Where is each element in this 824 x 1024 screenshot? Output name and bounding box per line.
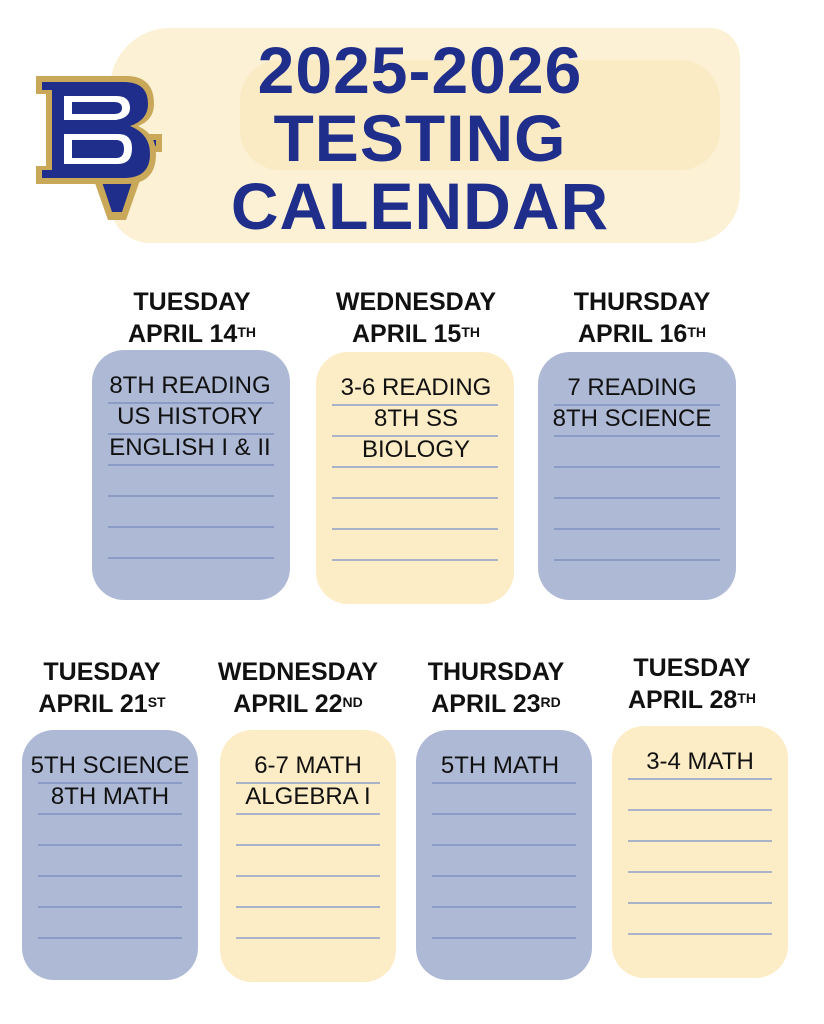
card-rule-line (432, 906, 576, 908)
day-card (92, 350, 290, 600)
card-rule-line (108, 557, 274, 559)
card-rule-line (432, 875, 576, 877)
day-date (386, 688, 606, 720)
card-rule-line (554, 435, 720, 437)
card-rule-line (108, 526, 274, 528)
card-rule-line (236, 844, 380, 846)
day-date (188, 688, 408, 720)
card-rule-line (108, 495, 274, 497)
card-rule-line (432, 844, 576, 846)
card-rule-line (628, 778, 772, 780)
day-date (582, 684, 802, 716)
day-date-suffix: ND (342, 694, 363, 710)
day-date-suffix: TH (687, 324, 706, 340)
day-card (612, 726, 788, 978)
day-date-suffix: TH (737, 690, 756, 706)
day-weekday: TUESDAY (43, 658, 161, 686)
day-header (532, 286, 752, 350)
card-rule-line (554, 559, 720, 561)
test-entry: 8TH SS (373, 405, 459, 432)
day-date (306, 318, 526, 350)
title-calendar: CALENDAR (230, 169, 610, 243)
day-date-suffix: TH (237, 324, 256, 340)
card-rule-line (236, 906, 380, 908)
card-rule-line (628, 809, 772, 811)
day-date-suffix: ST (147, 694, 166, 710)
card-rule-line (332, 528, 498, 530)
card-rule-line (38, 906, 182, 908)
card-rule-line (554, 466, 720, 468)
card-rule-line (554, 497, 720, 499)
day-date-text: APRIL 23 (431, 690, 541, 718)
card-rule-line (628, 871, 772, 873)
test-entry: US HISTORY (117, 403, 263, 430)
card-rule-line (554, 528, 720, 530)
day-header (188, 656, 408, 720)
card-rule-line (38, 875, 182, 877)
test-entry: 5TH MATH (440, 752, 560, 779)
card-rule-line (236, 875, 380, 877)
day-weekday: THURSDAY (573, 288, 711, 316)
day-card (22, 730, 198, 980)
test-entry: ENGLISH I & II (109, 434, 271, 461)
card-rule-line (332, 497, 498, 499)
day-date-text: APRIL 22 (233, 690, 343, 718)
day-card (316, 352, 514, 604)
day-date-suffix: TH (461, 324, 480, 340)
day-card (220, 730, 396, 982)
card-rule-line (332, 466, 498, 468)
test-entry: 3-6 READING (340, 374, 492, 401)
card-rule-line (38, 937, 182, 939)
card-rule-line (236, 813, 380, 815)
card-rule-line (236, 937, 380, 939)
day-date-text: APRIL 14 (128, 320, 238, 348)
card-rule-line (332, 559, 498, 561)
day-weekday: WEDNESDAY (217, 658, 379, 686)
test-entry: 5TH SCIENCE (30, 752, 190, 779)
title-years: 2025-2026 (257, 33, 583, 107)
day-date-text: APRIL 21 (38, 690, 148, 718)
test-entry: 8TH MATH (50, 783, 170, 810)
test-entry: 3-4 MATH (646, 748, 754, 775)
card-rule-line (38, 844, 182, 846)
day-date-text: APRIL 16 (578, 320, 688, 348)
school-logo (34, 74, 170, 222)
day-date (0, 688, 212, 720)
day-weekday: TUESDAY (633, 654, 751, 682)
day-card (416, 730, 592, 980)
card-rule-line (628, 840, 772, 842)
day-header (0, 656, 212, 720)
day-header (386, 656, 606, 720)
card-rule-line (628, 933, 772, 935)
day-weekday: THURSDAY (427, 658, 565, 686)
test-entry: 8TH SCIENCE (552, 405, 712, 432)
card-rule-line (38, 813, 182, 815)
day-date-text: APRIL 15 (352, 320, 462, 348)
page-title (210, 33, 630, 243)
test-entry: ALGEBRA I (245, 783, 371, 810)
test-entry: 6-7 MATH (254, 752, 362, 779)
day-header (582, 652, 802, 716)
card-rule-line (108, 464, 274, 466)
day-date (82, 318, 302, 350)
day-weekday: TUESDAY (133, 288, 251, 316)
day-header (306, 286, 526, 350)
title-testing: TESTING (273, 101, 567, 175)
card-rule-line (432, 937, 576, 939)
day-date-suffix: RD (540, 694, 561, 710)
day-header (82, 286, 302, 350)
card-rule-line (432, 782, 576, 784)
day-weekday: WEDNESDAY (335, 288, 497, 316)
card-rule-line (628, 902, 772, 904)
test-entry: 8TH READING (109, 372, 271, 399)
day-card (538, 352, 736, 600)
test-entry: 7 READING (567, 374, 697, 401)
card-rule-line (432, 813, 576, 815)
test-entry: BIOLOGY (361, 436, 471, 463)
day-date-text: APRIL 28 (628, 686, 738, 714)
day-date (532, 318, 752, 350)
